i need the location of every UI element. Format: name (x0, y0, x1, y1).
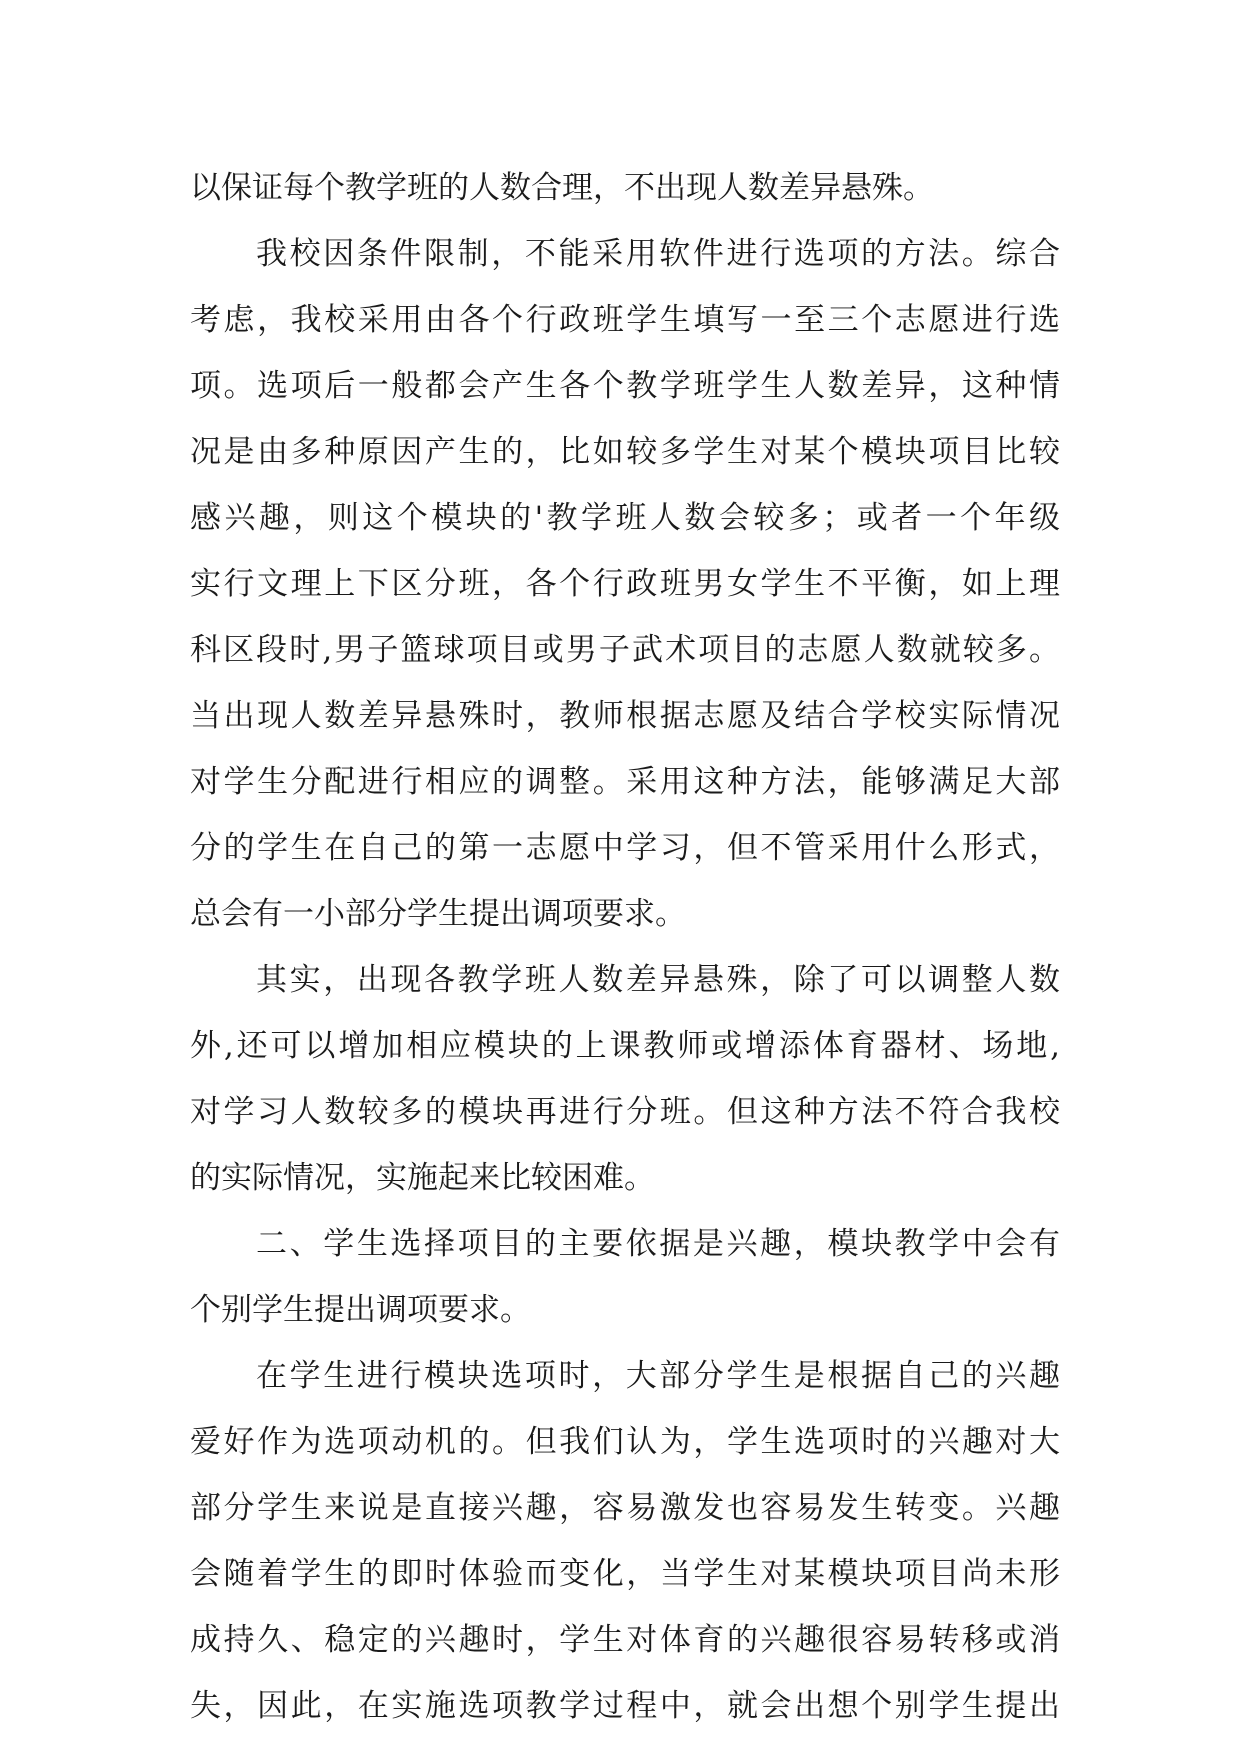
text-line: 的实际情况，实施起来比较困难。 (190, 1160, 655, 1196)
text-line: 部分学生来说是直接兴趣，容易激发也容易发生转变。兴趣 (190, 1490, 1060, 1526)
text-line: 科区段时,男子篮球项目或男子武术项目的志愿人数就较多。 (190, 632, 1060, 668)
text-line: 考虑，我校采用由各个行政班学生填写一至三个志愿进行选 (190, 302, 1060, 338)
paragraph-first-line: 其实，出现各教学班人数差异悬殊，除了可以调整人数 (256, 962, 1060, 998)
section-heading-line: 个别学生提出调项要求。 (190, 1292, 531, 1328)
text-line: 成持久、稳定的兴趣时，学生对体育的兴趣很容易转移或消 (190, 1622, 1060, 1658)
body-text (190, 155, 1060, 1739)
text-line: 分的学生在自己的第一志愿中学习，但不管采用什么形式， (190, 830, 1060, 866)
text-line: 感兴趣，则这个模块的'教学班人数会较多；或者一个年级 (190, 500, 1060, 536)
paragraph-first-line: 在学生进行模块选项时，大部分学生是根据自己的兴趣 (256, 1358, 1060, 1394)
text-line: 对学生分配进行相应的调整。采用这种方法，能够满足大部 (190, 764, 1060, 800)
text-line: 实行文理上下区分班，各个行政班男女学生不平衡，如上理 (190, 566, 1060, 602)
text-line: 失，因此，在实施选项教学过程中，就会出想个别学生提出 (190, 1688, 1060, 1724)
text-line: 总会有一小部分学生提出调项要求。 (190, 896, 686, 932)
text-line: 外,还可以增加相应模块的上课教师或增添体育器材、场地, (190, 1028, 1060, 1064)
section-heading-line: 二、学生选择项目的主要依据是兴趣，模块教学中会有 (256, 1226, 1060, 1262)
text-line: 爱好作为选项动机的。但我们认为，学生选项时的兴趣对大 (190, 1424, 1060, 1460)
text-line: 况是由多种原因产生的，比如较多学生对某个模块项目比较 (190, 434, 1060, 470)
text-line: 项。选项后一般都会产生各个教学班学生人数差异，这种情 (190, 368, 1060, 404)
text-line: 以保证每个教学班的人数合理，不出现人数差异悬殊。 (190, 170, 934, 206)
text-line: 对学习人数较多的模块再进行分班。但这种方法不符合我校 (190, 1094, 1060, 1130)
paragraph-first-line: 我校因条件限制，不能采用软件进行选项的方法。综合 (256, 236, 1060, 272)
text-line: 会随着学生的即时体验而变化，当学生对某模块项目尚未形 (190, 1556, 1060, 1592)
text-line: 当出现人数差异悬殊时，教师根据志愿及结合学校实际情况 (190, 698, 1060, 734)
